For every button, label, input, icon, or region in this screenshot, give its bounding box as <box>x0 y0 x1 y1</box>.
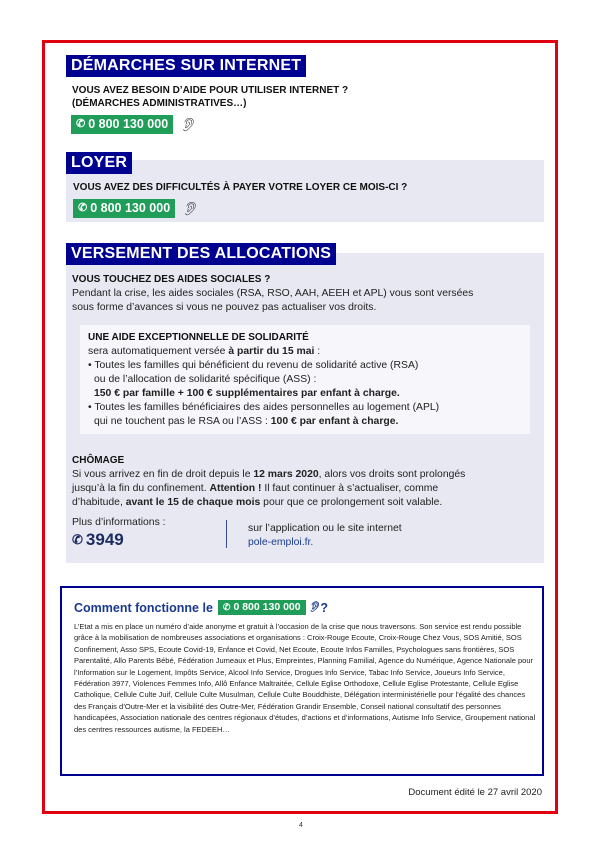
aide-line-6: qui ne touchent pas le RSA ou l’ASS : 100 € par enfant à charge. <box>94 416 399 427</box>
footer-date: Document édité le 27 avril 2020 <box>408 787 542 798</box>
plus-info-label: Plus d’informations : <box>72 517 166 528</box>
aide-line-5: • Toutes les familles bénéficiaires des aides personnelles au logement (APL) <box>88 402 440 413</box>
chomage-line-3: d’habitude, avant le 15 de chaque mois pour que ce prolongement soit valable. <box>72 497 443 508</box>
loyer-question: VOUS AVEZ DES DIFFICULTÉS À PAYER VOTRE LOYER CE MOIS-CI ? <box>73 182 408 193</box>
section-title-internet: DÉMARCHES SUR INTERNET <box>66 55 306 77</box>
phone-badge[interactable] <box>71 115 173 134</box>
allocations-text-2: sous forme d’avances si vous ne pouvez pas actualiser vos droits. <box>72 302 377 313</box>
internet-question-line1: VOUS AVEZ BESOIN D’AIDE POUR UTILISER INTERNET ? <box>72 85 349 96</box>
page-number: 4 <box>299 822 303 829</box>
chomage-title: CHÔMAGE <box>72 455 125 466</box>
phone-badge[interactable] <box>73 199 175 218</box>
section-title-loyer: LOYER <box>66 152 132 174</box>
phone-number: 0 800 130 000 <box>88 117 169 131</box>
section-title-allocations: VERSEMENT DES ALLOCATIONS <box>66 243 336 265</box>
hearing-impaired-icon: 👂︎ <box>181 200 198 216</box>
aide-line-3: ou de l’allocation de solidarité spécifique (ASS) : <box>94 374 317 385</box>
phone-icon: ✆ <box>72 532 83 547</box>
loyer-phone[interactable] <box>73 199 198 218</box>
divider <box>226 520 227 548</box>
phone-icon: ✆ <box>78 202 88 214</box>
chomage-line-2: jusqu’à la fin du confinement. Attention ! Il faut continuer à s’actualiser, comme <box>72 483 439 494</box>
how-it-works-text: L’Etat a mis en place un numéro d’aide anonyme et gratuit à l’occasion de la crise que nous traversons. Son service est rendu possible grâce à la mobilisation de nombreuses associations et organisations : Croix-Rouge Ecoute, Croix-Rouge Chez Vous, SOS Amitié, SOS Confinement, Asso SPS, Ecoute Covid-19, Enfance et Covid, Net Ecoute, Ecoute Infos Familles, Psychologues sans frontières, SOS Parentalité, Allo Parents Bébé, Fédération Jumeaux et Plus, Empreintes, Planning Familial, Agence du Numérique, Agence Nationale pour l’Information sur le Logement, Impôts Service, Alcool Info Service, Drogues Info Service, Tabac Info Service, Joueurs Info Service, Fédération 3977, Violences Femmes Info, Allô Enfance Maltraitée, Cellule Eglise Orthodoxe, Cellule Eglise Protestante, Cellule Eglise Catholique, Cellule Culte Juif, Cellule Culte Musulman, Cellule Culte Bouddhiste, Délégation interministérielle pour l’égalité des chances des Français d’Outre-Mer et la visibilité des Outre-Mer, Fédération Grandir Ensemble, Conseil national consultatif des personnes handicapées, Association nationale des centres régionaux d’études, d’actions et d’informations, Autisme Info Service, Groupement national des centres ressources autisme, la FEDEEH… <box>74 622 536 734</box>
aide-line-2: • Toutes les familles qui bénéficient du revenu de solidarité active (RSA) <box>88 360 419 371</box>
pole-emploi-link[interactable]: pole-emploi.fr. <box>248 537 314 548</box>
chomage-line-1: Si vous arrivez en fin de droit depuis le 12 mars 2020, alors vos droits sont prolongés <box>72 469 466 480</box>
allocations-question: VOUS TOUCHEZ DES AIDES SOCIALES ? <box>72 274 271 285</box>
aide-line-4: 150 € par famille + 100 € supplémentaires par enfant à charge. <box>94 388 400 399</box>
phone-icon: ✆ <box>222 602 231 612</box>
how-it-works-box <box>60 586 544 776</box>
aide-title: UNE AIDE EXCEPTIONNELLE DE SOLIDARITÉ <box>88 332 309 343</box>
phone-icon: ✆ <box>76 118 86 130</box>
internet-phone[interactable] <box>71 115 196 134</box>
hearing-impaired-icon: 👂︎ <box>179 116 196 132</box>
how-it-works-title: Comment fonctionne le ✆ 0 800 130 000 👂︎ ? <box>74 600 328 615</box>
app-text: sur l’application ou le site internet <box>248 523 402 534</box>
hearing-impaired-icon: 👂︎ <box>307 602 321 613</box>
pole-emploi-number[interactable]: ✆ 3949 <box>72 530 124 549</box>
phone-number: 0 800 130 000 <box>90 201 171 215</box>
internet-question-line2: (DÉMARCHES ADMINISTRATIVES…) <box>72 98 247 109</box>
allocations-text-1: Pendant la crise, les aides sociales (RSA, RSO, AAH, AEEH et APL) vous sont versées <box>72 288 474 299</box>
aide-line-1: sera automatiquement versée à partir du 15 mai : <box>88 346 321 357</box>
phone-badge[interactable]: ✆ 0 800 130 000 <box>218 600 306 615</box>
